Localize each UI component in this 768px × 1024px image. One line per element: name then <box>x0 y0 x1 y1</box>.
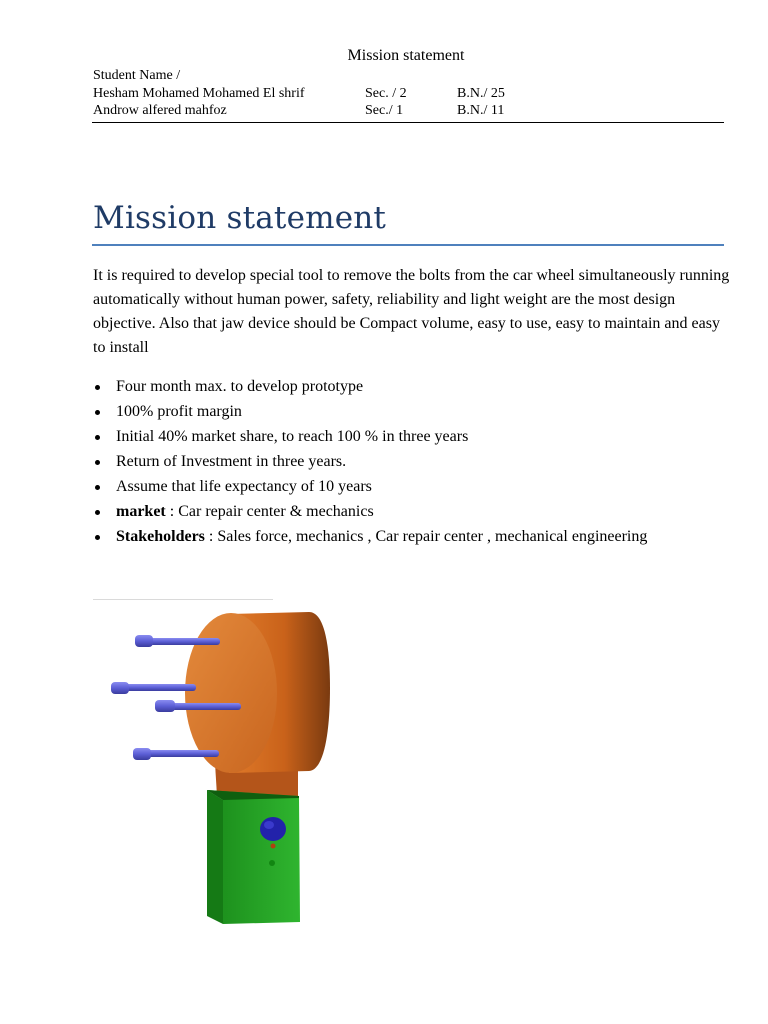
header-divider <box>92 122 724 123</box>
led-icon <box>269 860 275 866</box>
bullet-icon <box>95 460 100 465</box>
list-item: Assume that life expectancy of 10 years <box>93 476 763 501</box>
bullet-icon <box>95 510 100 515</box>
student-section: Sec./ 1 <box>365 103 404 118</box>
market-label: market <box>116 503 166 520</box>
list-item: Initial 40% market share, to reach 100 % in three years <box>93 426 763 451</box>
heading-underline <box>92 244 724 246</box>
student-name-label: Student Name / <box>93 68 181 83</box>
page-header-title: Mission statement <box>347 47 465 64</box>
mission-paragraph: It is required to develop special tool to remove the bolts from the car wheel simultaneously running automatically without human power, safety, reliability and light weight are the most design objective. Also that jaw device should be Compact volume, easy to use, easy to maintain and easy to install <box>93 267 730 356</box>
bullet-icon <box>95 385 100 390</box>
stakeholders-label: Stakeholders <box>116 528 205 545</box>
objectives-list <box>93 376 763 551</box>
student-bench-number: B.N./ 11 <box>457 103 505 118</box>
student-bench-number: B.N./ 25 <box>457 85 505 101</box>
section-heading: Mission statement <box>93 200 387 236</box>
body-side <box>207 790 223 924</box>
bullet-icon <box>95 535 100 540</box>
list-item: Stakeholders : Sales force, mechanics , Car repair center , mechanical engineering <box>93 526 763 551</box>
list-item: Return of Investment in three years. <box>93 451 763 476</box>
bolt <box>111 682 196 694</box>
tool-render-image <box>93 598 373 933</box>
student-section: Sec. / 2 <box>365 85 407 101</box>
drum-face <box>185 613 277 773</box>
button-icon <box>260 817 286 841</box>
led-icon <box>271 844 276 849</box>
button-highlight <box>264 821 274 829</box>
list-item: market : Car repair center & mechanics <box>93 501 763 526</box>
bullet-icon <box>95 410 100 415</box>
list-item: Four month max. to develop prototype <box>93 376 763 401</box>
student-name: Androw alfered mahfoz <box>93 103 227 118</box>
student-name: Hesham Mohamed Mohamed El shrif <box>93 85 305 101</box>
bullet-icon <box>95 435 100 440</box>
list-item: 100% profit margin <box>93 401 763 426</box>
bullet-icon <box>95 485 100 490</box>
